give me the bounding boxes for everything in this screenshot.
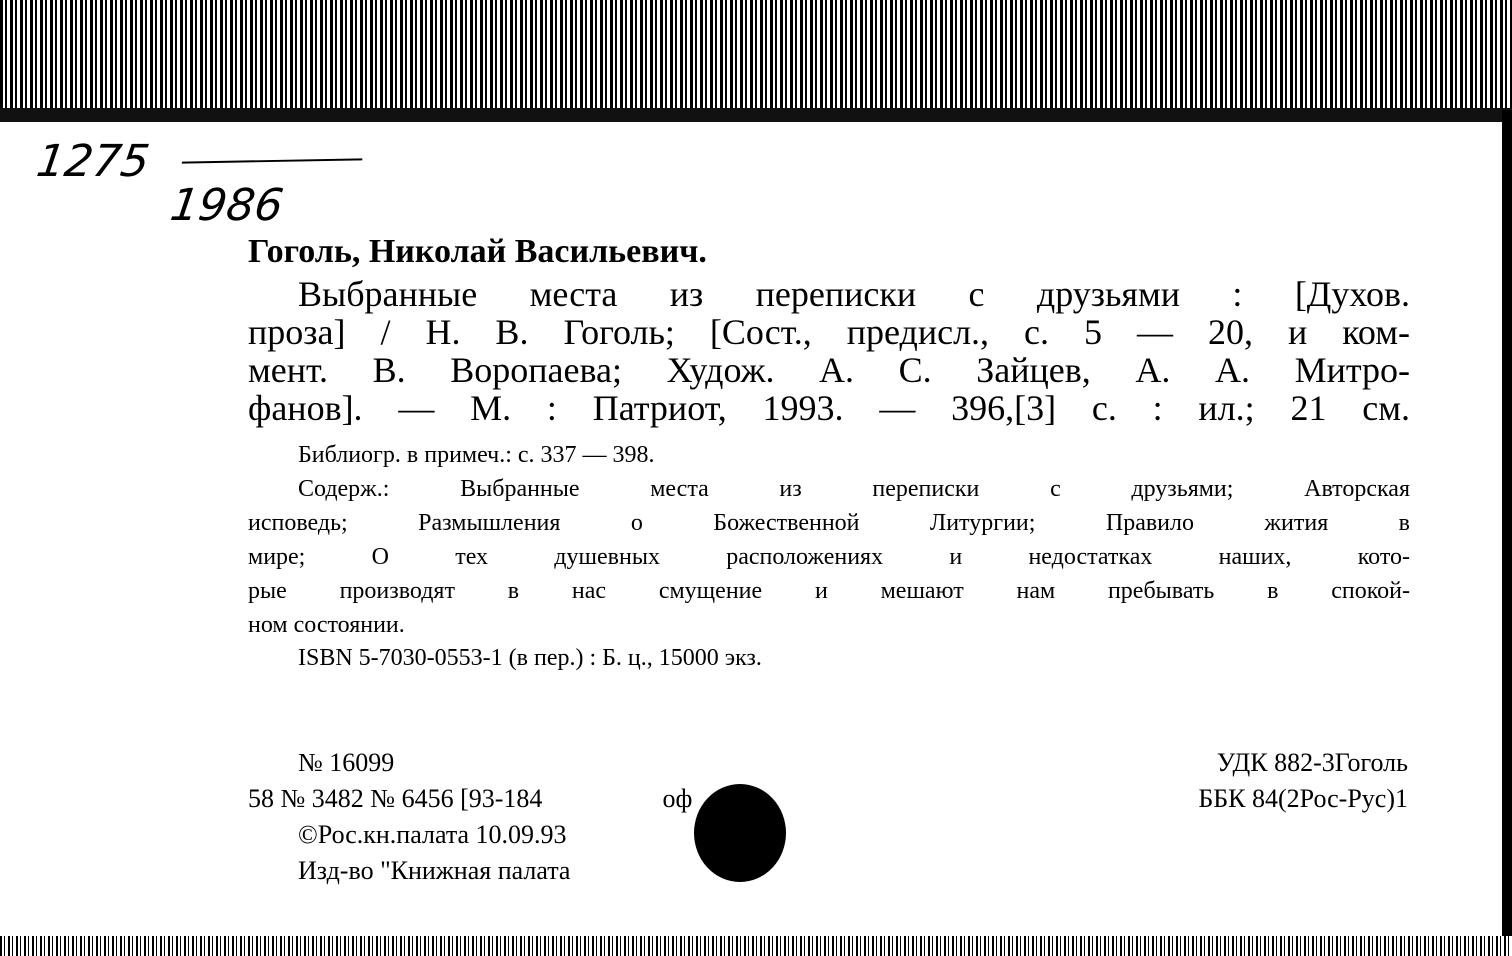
contents-line: Содерж.: Выбранные места из переписки с друзьями; Авторская bbox=[298, 476, 1410, 502]
top-scan-band bbox=[0, 0, 1512, 122]
handwritten-fraction-bar bbox=[182, 158, 363, 163]
isbn-text: ISBN 5-7030-0553-1 (в пер.) : Б. ц., 15000 экз. bbox=[298, 645, 762, 671]
registration-block bbox=[248, 745, 692, 889]
bibliography-note-text: Библиогр. в примеч.: с. 337 — 398. bbox=[298, 442, 655, 468]
registration-line: № 16099 bbox=[298, 748, 395, 777]
right-scan-edge bbox=[1502, 110, 1512, 956]
registration-line-suffix: оф bbox=[662, 784, 693, 813]
author-heading: Гоголь, Николай Васильевич. bbox=[248, 233, 707, 270]
title-line: проза] / Н. В. Гоголь; [Сост., предисл., с. 5 — 20, и ком- bbox=[248, 312, 1410, 352]
bibliography-note bbox=[248, 438, 1410, 472]
registration-line: ©Рос.кн.палата 10.09.93 bbox=[298, 820, 567, 849]
contents-line: мире; О тех душевных расположениях и недостатках наших, кото- bbox=[248, 544, 1410, 570]
classification-block bbox=[1198, 745, 1408, 817]
isbn-line bbox=[248, 641, 1410, 675]
contents-note bbox=[248, 472, 1410, 642]
registration-line-text: 58 № 3482 № 6456 [93-184 bbox=[248, 784, 543, 813]
title-line: мент. В. Воропаева; Худож. А. С. Зайцев, А. А. Митро- bbox=[248, 350, 1410, 390]
title-line: Выбранные места из переписки с друзьями : [Духов. bbox=[298, 274, 1410, 314]
contents-line: ном состоянии. bbox=[248, 612, 405, 638]
contents-line: рые производят в нас смущение и мешают нам пребывать в спокой- bbox=[248, 578, 1410, 604]
accession-number: 1275 bbox=[33, 136, 153, 187]
punch-hole-blot bbox=[694, 784, 786, 882]
bbk-code: ББК 84(2Рос-Рус)1 bbox=[1198, 784, 1408, 813]
registration-line: Изд-во "Книжная палата bbox=[298, 856, 571, 885]
accession-year: 1986 bbox=[167, 180, 287, 231]
contents-line: исповедь; Размышления о Божественной Литургии; Правило жития в bbox=[248, 510, 1410, 536]
title-description bbox=[248, 275, 1410, 427]
registration-line bbox=[248, 781, 692, 817]
bottom-scan-band bbox=[0, 936, 1512, 956]
udc-code: УДК 882-3Гоголь bbox=[1216, 748, 1408, 777]
title-line: фанов]. — М. : Патриот, 1993. — 396,[3] с. : ил.; 21 см. bbox=[248, 388, 1410, 428]
